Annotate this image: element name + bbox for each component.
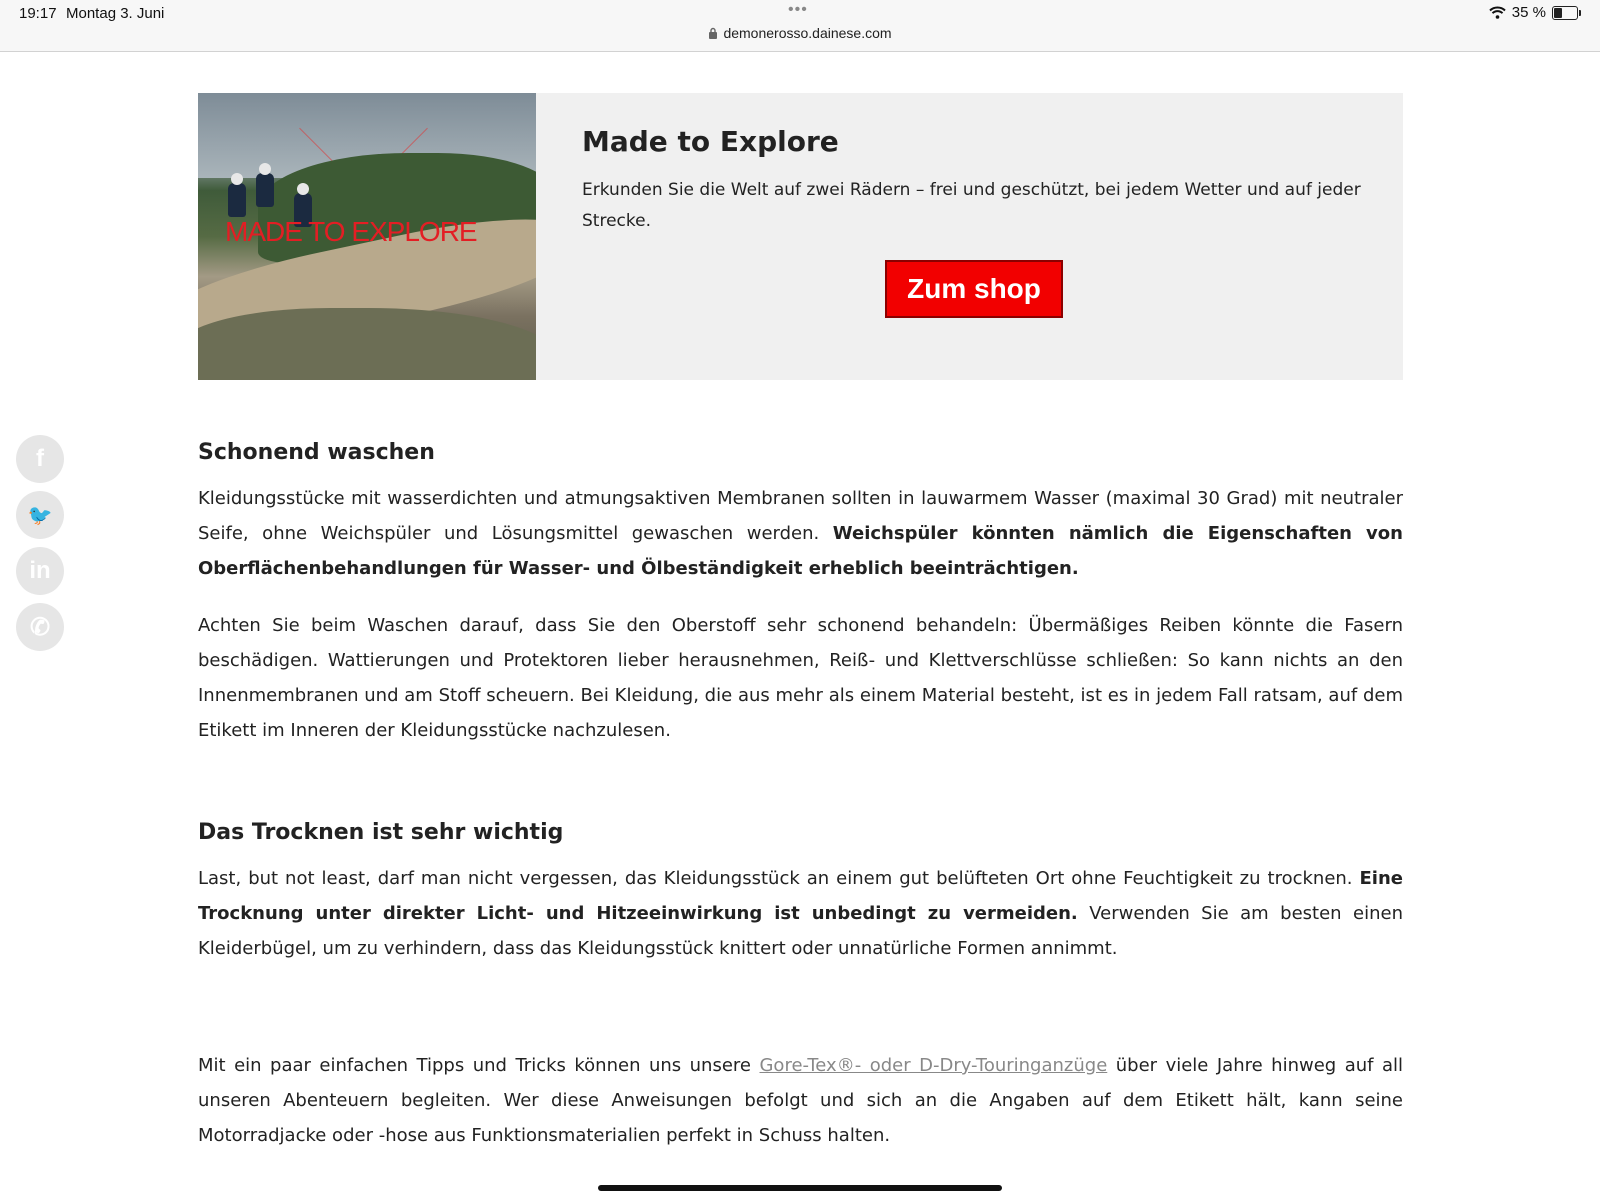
paragraph-text: Mit ein paar einfachen Tipps und Tricks können uns unsere — [198, 1055, 760, 1076]
banner-image[interactable] — [198, 93, 536, 380]
lock-icon — [708, 27, 718, 39]
url-text: demonerosso.dainese.com — [723, 25, 892, 41]
paragraph — [198, 481, 1403, 586]
banner-image-text: MADE TO EXPLORE — [225, 216, 477, 247]
paragraph — [198, 1048, 1403, 1153]
promo-banner — [198, 93, 1403, 380]
gore-tex-link[interactable]: Gore-Tex®- oder D-Dry-Touringanzüge — [759, 1055, 1108, 1076]
paragraph-text: über viele Jahre hinweg auf all unseren Abenteuern begleiten. Wer diese Anweisungen befolgt und sich an die Angaben auf dem Etikett hält, kann seine Motorradjacke oder -hose aus Funktionsmaterialien perfekt in Schuss halten. — [198, 1055, 1403, 1146]
article-body — [198, 440, 1403, 1153]
paragraph-text: Verwenden Sie am besten einen Kleiderbügel, um zu verhindern, dass das Kleidungsstück knittert oder unnatürliche Formen annimmt. — [198, 903, 1403, 959]
paragraph — [198, 861, 1403, 966]
status-bar — [0, 0, 1600, 52]
linkedin-icon[interactable]: in — [16, 547, 64, 595]
battery-fill — [1554, 8, 1562, 18]
home-indicator[interactable] — [598, 1185, 1002, 1191]
paragraph-bold: Eine Trocknung unter direkter Licht- und Hitzeeinwirkung ist unbedingt zu vermeiden. — [198, 868, 1403, 924]
address-bar[interactable] — [0, 25, 1600, 41]
banner-content — [536, 93, 1403, 380]
battery-icon — [1552, 6, 1578, 20]
paragraph-text: Kleidungsstücke mit wasserdichten und atmungsaktiven Membranen sollten in lauwarmem Wasser (maximal 30 Grad) mit neutraler Seife, ohne Weichspüler und Lösungsmittel gewaschen werden. — [198, 488, 1403, 544]
section-heading: Das Trocknen ist sehr wichtig — [198, 820, 564, 845]
facebook-icon[interactable]: f — [16, 435, 64, 483]
banner-title: Made to Explore — [582, 125, 839, 158]
date: Montag 3. Juni — [66, 5, 165, 22]
paragraph: Achten Sie beim Waschen darauf, dass Sie den Oberstoff sehr schonend behandeln: Übermäßiges Reiben könnte die Fasern beschädigen. Wattierungen und Protektoren lieber herausnehmen, Reiß- und Klettverschlüsse schließen: So kann nichts an den Innenmembranen und am Stoff scheuern. Bei Kleidung, die aus mehr als einem Material besteht, ist es in jedem Fall ratsam, auf dem Etikett im Inneren der Kleidungsstücke nachzulesen. — [198, 615, 1403, 741]
twitter-icon[interactable]: 🐦 — [16, 491, 64, 539]
battery-percent: 35 % — [1511, 4, 1546, 21]
status-indicators — [1489, 4, 1578, 21]
rider-figure — [256, 173, 274, 207]
more-dots-icon[interactable]: ••• — [788, 1, 808, 18]
rider-figure — [228, 183, 246, 217]
shop-button[interactable]: Zum shop — [885, 260, 1063, 318]
whatsapp-icon[interactable]: ✆ — [16, 603, 64, 651]
paragraph-bold: Weichspüler könnten nämlich die Eigenschaften von Oberflächenbehandlungen für Wasser- und Ölbeständigkeit erheblich beeinträchtigen. — [198, 523, 1403, 579]
section-heading: Schonend waschen — [198, 440, 435, 465]
paragraph-text: Last, but not least, darf man nicht vergessen, das Kleidungsstück an einem gut belüfteten Ort ohne Feuchtigkeit zu trocknen. — [198, 868, 1360, 889]
foreground-bush — [198, 308, 536, 380]
banner-text: Erkunden Sie die Welt auf zwei Rädern – frei und geschützt, bei jedem Wetter und auf jeder Strecke. — [582, 180, 1361, 231]
clock: 19:17 — [19, 5, 57, 22]
share-bar — [16, 435, 64, 651]
wifi-icon — [1489, 6, 1506, 19]
